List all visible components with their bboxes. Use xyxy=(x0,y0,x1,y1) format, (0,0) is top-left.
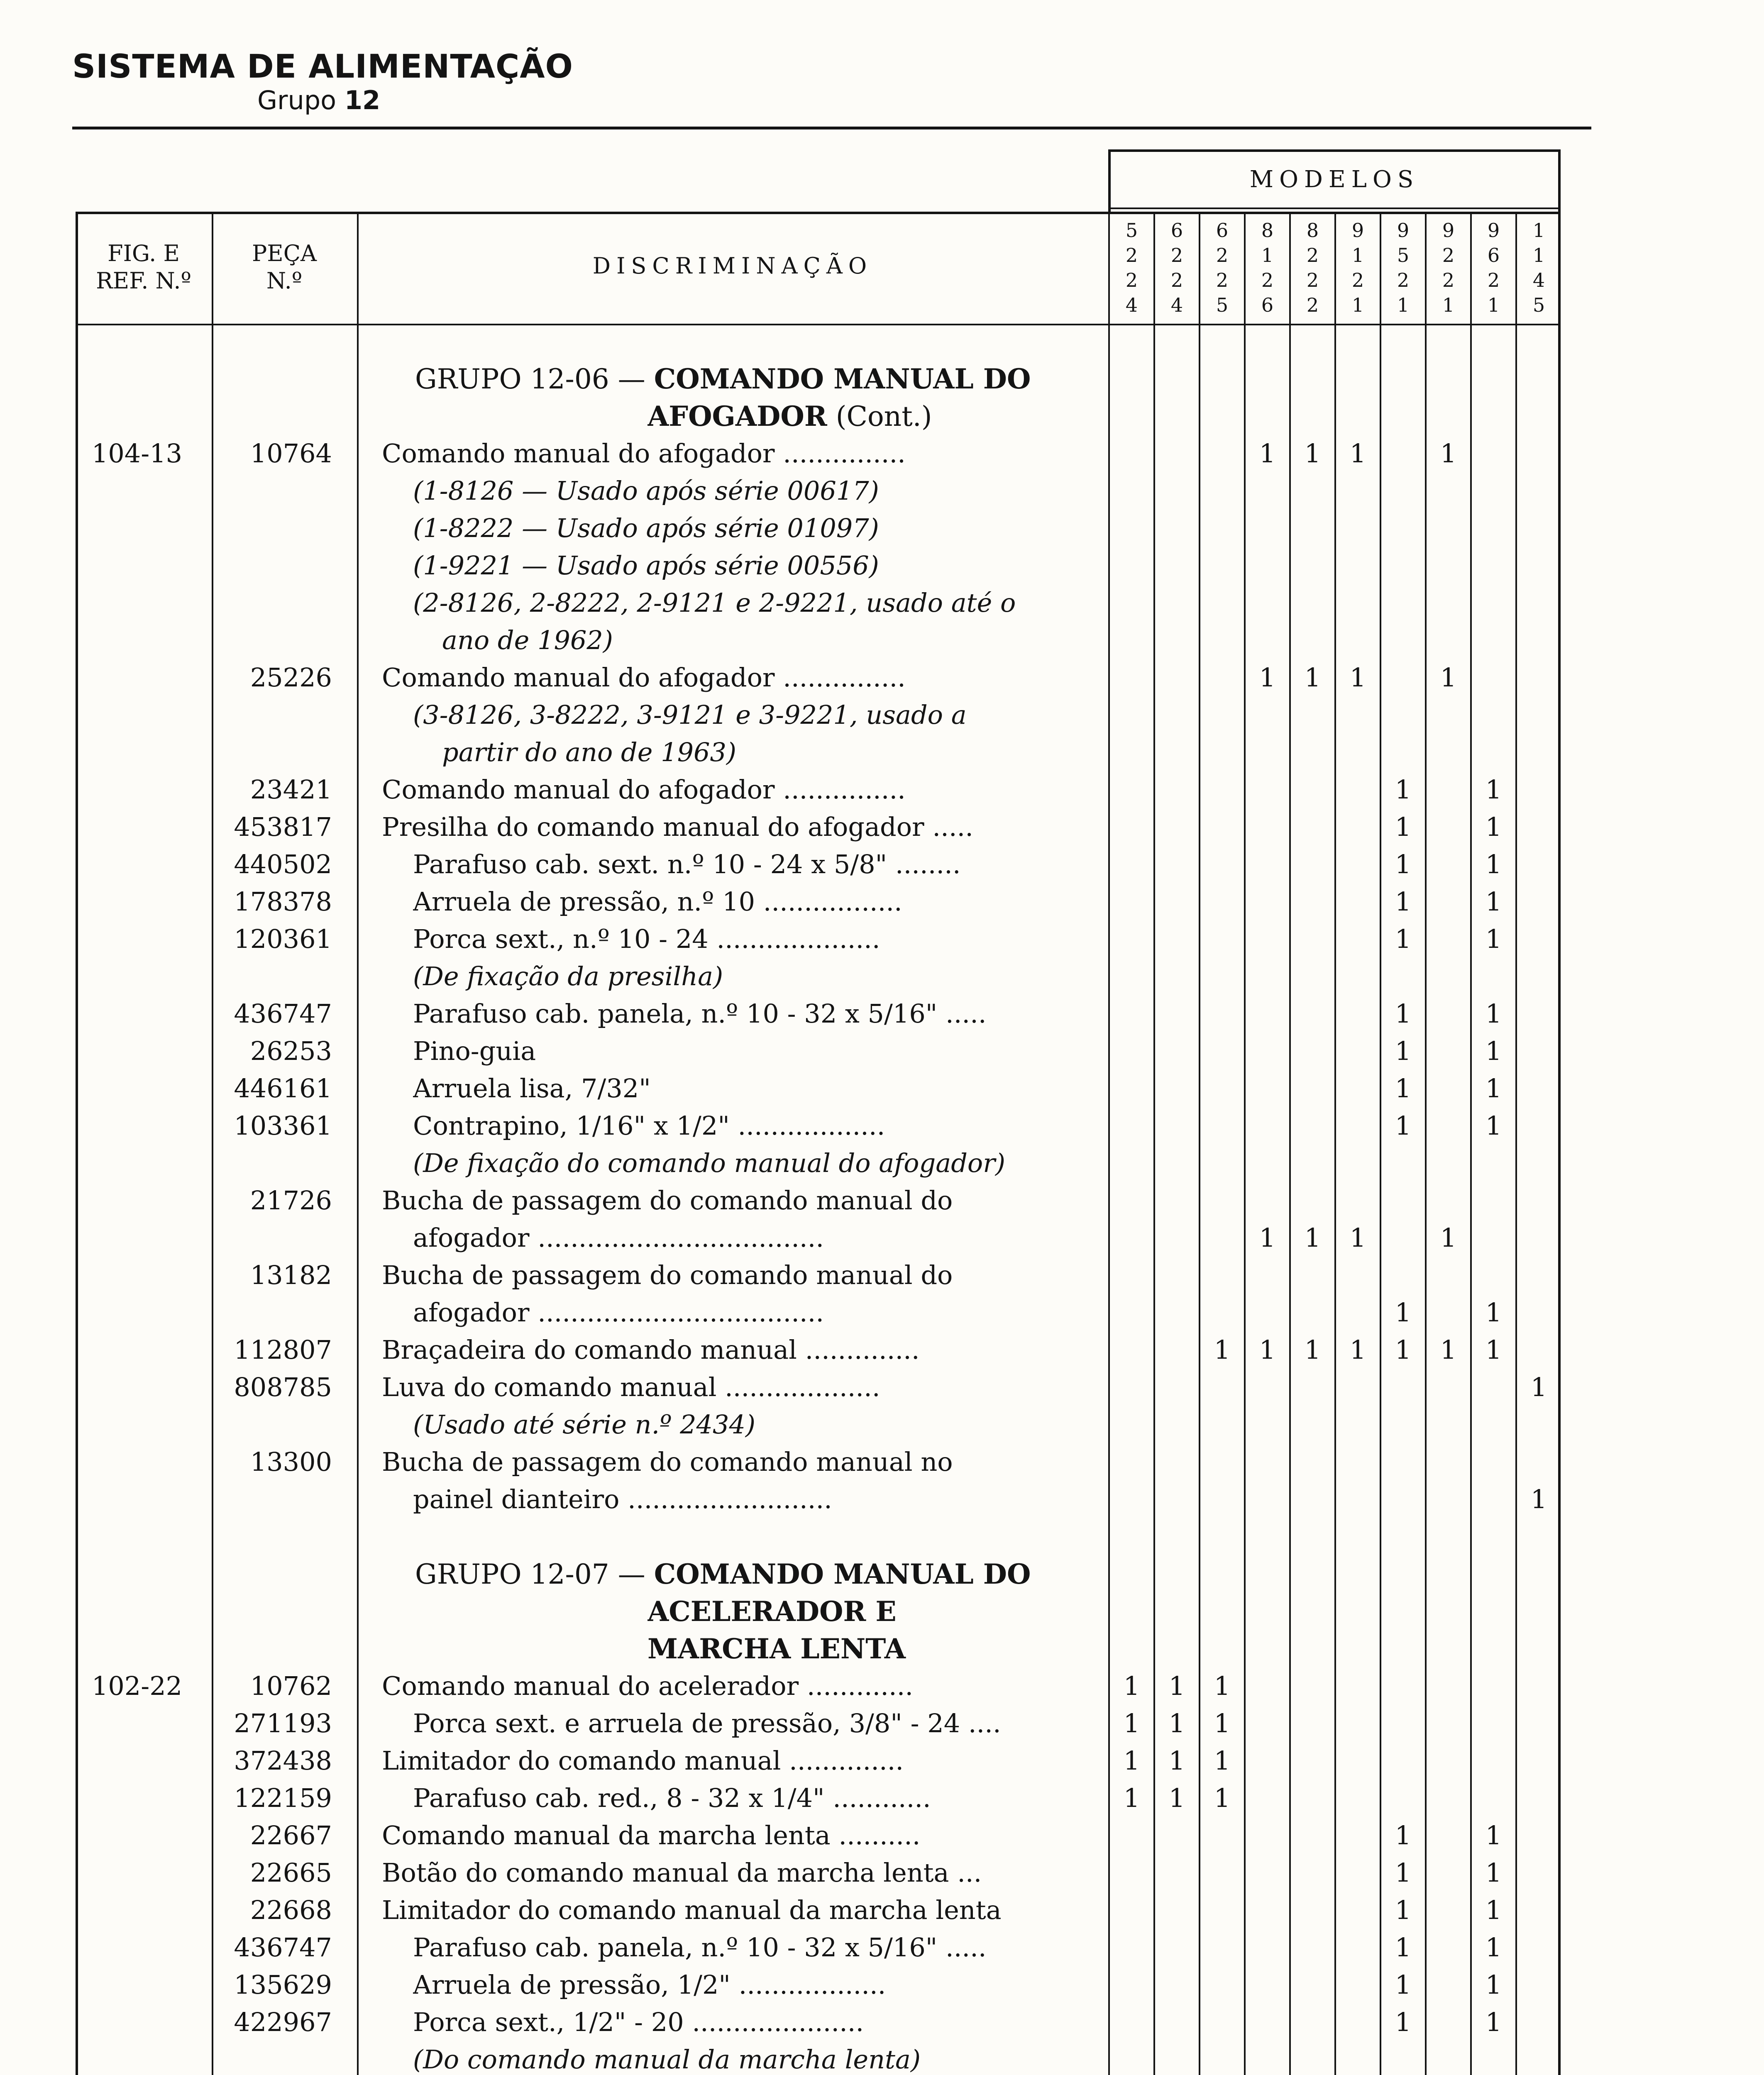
model-code-digit: 9 xyxy=(1487,219,1500,242)
part-number-cell: 135629 xyxy=(234,1970,332,2000)
model-code-digit: 1 xyxy=(1351,294,1364,316)
part-number-cell: 178378 xyxy=(234,886,332,917)
description-note: ano de 1962) xyxy=(442,625,613,655)
part-number-cell: 21726 xyxy=(250,1185,332,1216)
model-code-digit: 2 xyxy=(1261,269,1274,291)
part-number-cell: 103361 xyxy=(234,1111,332,1141)
part-number-cell: 372438 xyxy=(234,1745,332,1776)
model-code-digit: 4 xyxy=(1125,294,1138,316)
group-suffix: (Cont.) xyxy=(827,400,932,432)
description-cell: Luva do comando manual ................... xyxy=(382,1372,880,1402)
group-label-text: Grupo xyxy=(257,85,337,115)
group-name: MARCHA LENTA xyxy=(647,1633,906,1665)
model-quantity: 1 xyxy=(1259,438,1276,469)
model-column-divider xyxy=(1244,212,1246,2075)
model-quantity: 1 xyxy=(1395,1895,1412,1925)
description-cell: Comando manual do afogador ............... xyxy=(382,662,906,693)
description-cell: afogador ................................... xyxy=(413,1297,824,1328)
discriminacao-header: DISCRIMINAÇÃO xyxy=(592,253,873,279)
model-quantity: 1 xyxy=(1485,1820,1502,1850)
model-quantity: 1 xyxy=(1485,1932,1502,1963)
description-note: (De fixação da presilha) xyxy=(413,961,723,991)
description-cell: Parafuso cab. sext. n.º 10 - 24 x 5/8" ........ xyxy=(413,849,961,879)
part-number-cell: 436747 xyxy=(234,998,332,1029)
group-number: 12 xyxy=(344,85,381,115)
description-note: (Do comando manual da marcha lenta) xyxy=(413,2044,921,2075)
model-quantity: 1 xyxy=(1485,886,1502,917)
model-code-digit: 5 xyxy=(1397,244,1410,266)
modelos-divider xyxy=(1108,208,1561,209)
model-quantity: 1 xyxy=(1395,812,1412,842)
model-quantity: 1 xyxy=(1349,1223,1366,1253)
model-quantity: 1 xyxy=(1395,849,1412,879)
model-quantity: 1 xyxy=(1485,1111,1502,1141)
model-code-digit: 8 xyxy=(1306,219,1319,242)
model-code-digit: 6 xyxy=(1170,219,1183,242)
model-code-digit: 1 xyxy=(1397,294,1410,316)
fig-ref-header-line: FIG. E xyxy=(108,240,180,266)
model-quantity: 1 xyxy=(1168,1671,1185,1701)
description-note: (1-8126 — Usado após série 00617) xyxy=(413,476,879,506)
model-quantity: 1 xyxy=(1395,1111,1412,1141)
model-code-digit: 6 xyxy=(1216,219,1229,242)
part-number-cell: 122159 xyxy=(234,1783,332,1813)
description-cell: Parafuso cab. panela, n.º 10 - 32 x 5/16" ..... xyxy=(413,998,987,1029)
group-code: GRUPO 12-07 — xyxy=(415,1558,654,1590)
model-quantity: 1 xyxy=(1440,662,1457,693)
model-code-digit: 2 xyxy=(1216,244,1229,266)
model-code-digit: 2 xyxy=(1170,269,1183,291)
model-code-digit: 9 xyxy=(1442,219,1455,242)
description-cell: Contrapino, 1/16" x 1/2" .................. xyxy=(413,1111,885,1141)
model-quantity: 1 xyxy=(1530,1484,1547,1514)
model-quantity: 1 xyxy=(1530,1372,1547,1402)
description-note: (1-9221 — Usado após série 00556) xyxy=(413,550,879,581)
model-code-digit: 1 xyxy=(1261,244,1274,266)
model-quantity: 1 xyxy=(1304,1223,1321,1253)
model-code-digit: 1 xyxy=(1442,294,1455,316)
model-quantity: 1 xyxy=(1168,1708,1185,1738)
group-name: ACELERADOR E xyxy=(647,1595,897,1628)
model-quantity: 1 xyxy=(1304,1335,1321,1365)
description-note: partir do ano de 1963) xyxy=(442,737,737,767)
fig-ref-cell: 102-22 xyxy=(91,1671,183,1701)
part-number-cell: 120361 xyxy=(234,924,332,954)
part-number-cell: 446161 xyxy=(234,1073,332,1103)
group-name: AFOGADOR xyxy=(647,400,827,432)
description-cell: Porca sext. e arruela de pressão, 3/8" - 24 .... xyxy=(413,1708,1001,1738)
model-code-digit: 5 xyxy=(1125,219,1138,242)
model-quantity: 1 xyxy=(1304,662,1321,693)
model-column-divider xyxy=(1334,212,1336,2075)
model-quantity: 1 xyxy=(1259,1223,1276,1253)
description-cell: Arruela de pressão, n.º 10 ................. xyxy=(413,886,902,917)
model-code-digit: 2 xyxy=(1442,269,1455,291)
description-cell: Porca sext., n.º 10 - 24 .................... xyxy=(413,924,880,954)
model-quantity: 1 xyxy=(1395,1073,1412,1103)
model-code-digit: 2 xyxy=(1351,269,1364,291)
model-quantity: 1 xyxy=(1214,1335,1231,1365)
model-quantity: 1 xyxy=(1485,1335,1502,1365)
model-quantity: 1 xyxy=(1168,1783,1185,1813)
description-cell: Bucha de passagem do comando manual do xyxy=(382,1185,953,1216)
model-column-divider xyxy=(1289,212,1291,2075)
model-code-digit: 4 xyxy=(1532,269,1545,291)
part-number-cell: 440502 xyxy=(234,849,332,879)
model-quantity: 1 xyxy=(1123,1671,1140,1701)
model-quantity: 1 xyxy=(1123,1745,1140,1776)
part-number-cell: 10764 xyxy=(250,438,332,469)
header-rule xyxy=(72,127,1591,129)
description-cell: Arruela de pressão, 1/2" .................. xyxy=(413,1970,886,2000)
description-note: (3-8126, 3-8222, 3-9121 e 3-9221, usado a xyxy=(413,700,967,730)
description-note: (2-8126, 2-8222, 2-9121 e 2-9221, usado até o xyxy=(413,588,1016,618)
model-quantity: 1 xyxy=(1395,1036,1412,1066)
model-code-digit: 2 xyxy=(1125,269,1138,291)
model-code-digit: 2 xyxy=(1306,244,1319,266)
model-code-digit: 2 xyxy=(1397,269,1410,291)
group-name: COMANDO MANUAL DO xyxy=(654,1558,1031,1590)
part-number-cell: 271193 xyxy=(234,1708,332,1738)
model-column-divider xyxy=(1515,212,1517,2075)
model-quantity: 1 xyxy=(1123,1708,1140,1738)
fig-ref-cell: 104-13 xyxy=(91,438,183,469)
part-number-cell: 22665 xyxy=(250,1858,332,1888)
description-cell: Parafuso cab. panela, n.º 10 - 32 x 5/16" ..... xyxy=(413,1932,987,1963)
description-cell: afogador ................................... xyxy=(413,1223,824,1253)
part-number-cell: 13300 xyxy=(250,1447,332,1477)
description-note: (1-8222 — Usado após série 01097) xyxy=(413,513,879,543)
model-code-digit: 2 xyxy=(1306,269,1319,291)
description-cell: Comando manual do afogador ............... xyxy=(382,438,906,469)
model-quantity: 1 xyxy=(1485,849,1502,879)
model-quantity: 1 xyxy=(1395,1858,1412,1888)
model-quantity: 1 xyxy=(1395,1932,1412,1963)
peca-header xyxy=(212,240,357,295)
model-code-digit: 5 xyxy=(1532,294,1545,316)
model-quantity: 1 xyxy=(1395,1297,1412,1328)
model-code-digit: 8 xyxy=(1261,219,1274,242)
description-cell: Comando manual do acelerador ............. xyxy=(382,1671,914,1701)
description-cell: Comando manual do afogador ............... xyxy=(382,774,906,805)
model-quantity: 1 xyxy=(1395,1820,1412,1850)
model-quantity: 1 xyxy=(1395,886,1412,917)
model-quantity: 1 xyxy=(1214,1671,1231,1701)
model-quantity: 1 xyxy=(1259,1335,1276,1365)
part-number-cell: 26253 xyxy=(250,1036,332,1066)
model-quantity: 1 xyxy=(1259,662,1276,693)
part-number-cell: 23421 xyxy=(250,774,332,805)
model-code-digit: 2 xyxy=(1306,294,1319,316)
group-label xyxy=(257,85,380,115)
model-quantity: 1 xyxy=(1214,1708,1231,1738)
model-code-digit: 2 xyxy=(1216,269,1229,291)
description-cell: Porca sext., 1/2" - 20 ..................... xyxy=(413,2007,864,2037)
model-quantity: 1 xyxy=(1214,1783,1231,1813)
part-number-cell: 808785 xyxy=(234,1372,332,1402)
model-quantity: 1 xyxy=(1395,924,1412,954)
group-code: GRUPO 12-06 — xyxy=(415,363,654,395)
model-quantity: 1 xyxy=(1485,1036,1502,1066)
model-code-digit: 2 xyxy=(1170,244,1183,266)
model-quantity: 1 xyxy=(1485,1895,1502,1925)
model-quantity: 1 xyxy=(1485,812,1502,842)
description-cell: Limitador do comando manual da marcha lenta xyxy=(382,1895,1002,1925)
model-code-digit: 1 xyxy=(1487,294,1500,316)
model-code-digit: 5 xyxy=(1216,294,1229,316)
description-cell: Comando manual da marcha lenta .......... xyxy=(382,1820,921,1850)
peca-header-line: PEÇA xyxy=(252,240,317,266)
description-cell: painel dianteiro ......................... xyxy=(413,1484,832,1514)
peca-header-line: N.º xyxy=(266,268,303,294)
group-heading xyxy=(647,398,1096,435)
part-number-cell: 22668 xyxy=(250,1895,332,1925)
model-quantity: 1 xyxy=(1349,438,1366,469)
description-cell: Braçadeira do comando manual .............. xyxy=(382,1335,920,1365)
model-quantity: 1 xyxy=(1485,1297,1502,1328)
column-divider xyxy=(357,212,359,2075)
description-cell: Parafuso cab. red., 8 - 32 x 1/4" ............ xyxy=(413,1783,931,1813)
group-heading xyxy=(415,1555,1096,1593)
model-quantity: 1 xyxy=(1168,1745,1185,1776)
description-cell: Limitador do comando manual .............. xyxy=(382,1745,904,1776)
part-number-cell: 453817 xyxy=(234,812,332,842)
description-cell: Botão do comando manual da marcha lenta ... xyxy=(382,1858,982,1888)
model-quantity: 1 xyxy=(1395,1970,1412,2000)
part-number-cell: 10762 xyxy=(250,1671,332,1701)
model-code-digit: 6 xyxy=(1261,294,1274,316)
part-number-cell: 13182 xyxy=(250,1260,332,1290)
model-quantity: 1 xyxy=(1485,1073,1502,1103)
fig-ref-header-line: REF. N.º xyxy=(96,268,191,294)
column-divider xyxy=(212,212,213,2075)
model-column-divider xyxy=(1425,212,1427,2075)
model-code-digit: 9 xyxy=(1397,219,1410,242)
model-quantity: 1 xyxy=(1440,1335,1457,1365)
part-number-cell: 422967 xyxy=(234,2007,332,2037)
header-bottom-line xyxy=(76,324,1561,325)
description-cell: Bucha de passagem do comando manual do xyxy=(382,1260,953,1290)
model-quantity: 1 xyxy=(1485,774,1502,805)
description-cell: Presilha do comando manual do afogador ..... xyxy=(382,812,973,842)
group-heading xyxy=(647,1593,1096,1631)
model-quantity: 1 xyxy=(1395,998,1412,1029)
part-number-cell: 112807 xyxy=(234,1335,332,1365)
model-quantity: 1 xyxy=(1485,1970,1502,2000)
model-quantity: 1 xyxy=(1485,998,1502,1029)
description-note: (Usado até série n.º 2434) xyxy=(413,1409,756,1440)
model-quantity: 1 xyxy=(1485,924,1502,954)
model-quantity: 1 xyxy=(1395,774,1412,805)
model-quantity: 1 xyxy=(1214,1745,1231,1776)
model-quantity: 1 xyxy=(1440,438,1457,469)
model-code-digit: 2 xyxy=(1442,244,1455,266)
group-heading xyxy=(647,1630,1096,1668)
modelos-header: MODELOS xyxy=(1249,166,1420,193)
model-code-digit: 1 xyxy=(1532,244,1545,266)
part-number-cell: 25226 xyxy=(250,662,332,693)
model-quantity: 1 xyxy=(1349,1335,1366,1365)
description-cell: Bucha de passagem do comando manual no xyxy=(382,1447,953,1477)
description-cell: Pino-guia xyxy=(413,1036,536,1066)
part-number-cell: 22667 xyxy=(250,1820,332,1850)
description-cell: Arruela lisa, 7/32" xyxy=(413,1073,651,1103)
model-quantity: 1 xyxy=(1395,1335,1412,1365)
group-heading xyxy=(415,360,1096,398)
section-title: SISTEMA DE ALIMENTAÇÃO xyxy=(72,48,573,85)
model-quantity: 1 xyxy=(1485,2007,1502,2037)
model-quantity: 1 xyxy=(1395,2007,1412,2037)
model-quantity: 1 xyxy=(1123,1783,1140,1813)
model-code-digit: 9 xyxy=(1351,219,1364,242)
model-quantity: 1 xyxy=(1304,438,1321,469)
model-quantity: 1 xyxy=(1349,662,1366,693)
model-code-digit: 4 xyxy=(1170,294,1183,316)
group-name: COMANDO MANUAL DO xyxy=(654,363,1031,395)
model-code-digit: 1 xyxy=(1532,219,1545,242)
model-quantity: 1 xyxy=(1440,1223,1457,1253)
model-code-digit: 2 xyxy=(1487,269,1500,291)
model-code-digit: 2 xyxy=(1125,244,1138,266)
fig-ref-header xyxy=(76,240,212,295)
model-quantity: 1 xyxy=(1485,1858,1502,1888)
description-note: (De fixação do comando manual do afogador) xyxy=(413,1148,1006,1178)
model-code-digit: 1 xyxy=(1351,244,1364,266)
model-code-digit: 6 xyxy=(1487,244,1500,266)
part-number-cell: 436747 xyxy=(234,1932,332,1963)
